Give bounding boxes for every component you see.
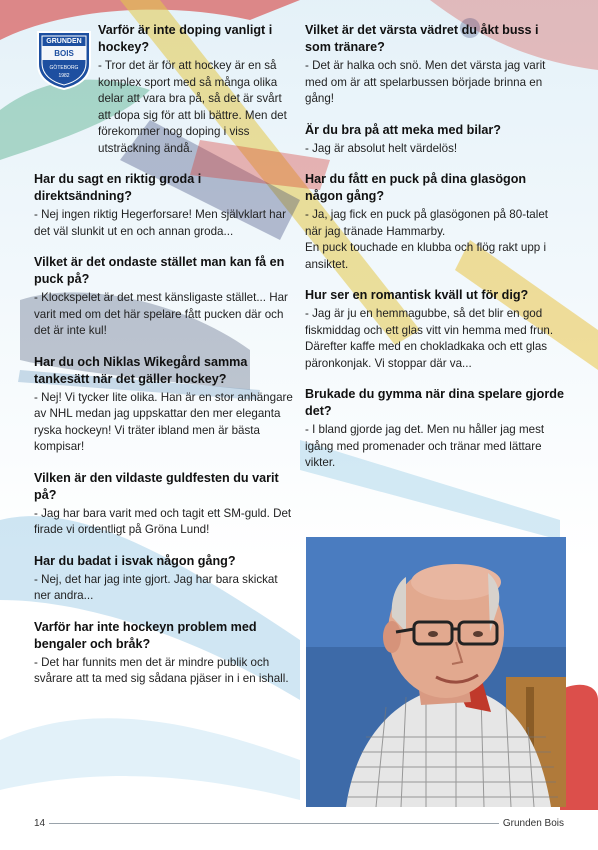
- answer: - Ja, jag fick en puck på glasögonen på 80-talet när jag tränade Hammarby.: [305, 208, 548, 238]
- question: Har du och Niklas Wikegård samma tankesätt när det gäller hockey?: [34, 354, 248, 386]
- question: Är du bra på att meka med bilar?: [305, 122, 501, 137]
- qa-item: [34, 354, 296, 456]
- question: Vilket är det ondaste stället man kan få en puck på?: [34, 255, 285, 286]
- answer: - Jag har bara varit med och tagit ett SM-guld. Det firade vi ordentligt på Gröna Lund!: [34, 506, 292, 536]
- answer: - Tror det är för att hockey är en så komplex sport med så många olika delar att vara bra på, så det är svårt att dopa sig för att bli bättre. Men det förekommer nog doping i viss utsträckning ändå.: [98, 59, 287, 155]
- portrait-photo: [306, 537, 566, 807]
- answer: - Jag är absolut helt värdelös!: [305, 141, 458, 155]
- answer: - Nej, det har jag inte gjort. Jag har bara skickat ner andra...: [34, 572, 278, 602]
- qa-item: [34, 470, 296, 539]
- answer: - Det är halka och snö. Men det värsta jag varit med om är att spelarbussen började brinna en gång!: [305, 59, 546, 105]
- logo-line1: GRUNDEN: [46, 38, 82, 45]
- qa-item: [34, 254, 296, 340]
- qa-item: [34, 619, 296, 688]
- answer: - I bland gjorde jag det. Men nu håller jag mest igång med promenader och tränar med lättare vikter.: [305, 423, 545, 469]
- qa-item: [34, 553, 296, 605]
- answer-continued: En puck touchade en klubba och flög rakt upp i ansiktet.: [305, 241, 547, 271]
- answer: - Jag är ju en hemmagubbe, så det blir en god fiskmiddag och ett glas vitt vin hemma med frun. Därefter kaffe med en chokladkaka och ett glas päronkonjak. Vi stoppar där va...: [305, 307, 554, 370]
- page-number: 14: [34, 818, 49, 829]
- question: Varför har inte hockeyn problem med bengaler och bråk?: [34, 619, 257, 651]
- question: Vilket är det värsta vädret du åkt buss i som tränare?: [305, 23, 539, 54]
- qa-item: [305, 171, 567, 273]
- qa-item: [34, 22, 296, 157]
- answer: - Klockspelet är det mest känsligaste stället... Har varit med om det här spelare fått pucken där och det är inte kul!: [34, 291, 288, 337]
- qa-item: [305, 122, 567, 158]
- question: Har du sagt en riktig groda i direktsändning?: [34, 172, 202, 203]
- magazine-name: Grunden Bois: [499, 818, 564, 829]
- question: Hur ser en romantisk kväll ut för dig?: [305, 288, 529, 302]
- qa-item: [305, 386, 567, 472]
- logo-line2: BOIS: [54, 49, 74, 58]
- question: Varför är inte doping vanligt i hockey?: [98, 23, 273, 54]
- qa-item: [305, 287, 567, 372]
- logo-line3: GÖTEBORG: [49, 65, 79, 71]
- answer: - Det har funnits men det är mindre publik och svårare att ta med sig sådana pjäser in i en ishall.: [34, 655, 289, 685]
- question: Har du badat i isvak någon gång?: [34, 553, 236, 568]
- question: Brukade du gymma när dina spelare gjorde det?: [305, 387, 564, 418]
- logo-year: 1982: [58, 73, 70, 79]
- left-column: [34, 22, 296, 702]
- answer: - Nej! Vi tycker lite olika. Han är en stor anhängare av NHL medan jag uppskattar den mer eleganta ryska hockeyn! Vi träter ibland men är bästa kompisar!: [34, 390, 293, 453]
- question: Har du fått en puck på dina glasögon någon gång?: [305, 172, 527, 203]
- qa-item: [34, 171, 296, 240]
- footer-rule: [34, 823, 564, 824]
- right-column: [305, 22, 567, 486]
- answer: - Nej ingen riktig Hegerforsare! Men självklart har det väl slunkit ut en och annan groda...: [34, 208, 286, 238]
- qa-item: [305, 22, 567, 108]
- question: Vilken är den vildaste guldfesten du varit på?: [34, 470, 279, 502]
